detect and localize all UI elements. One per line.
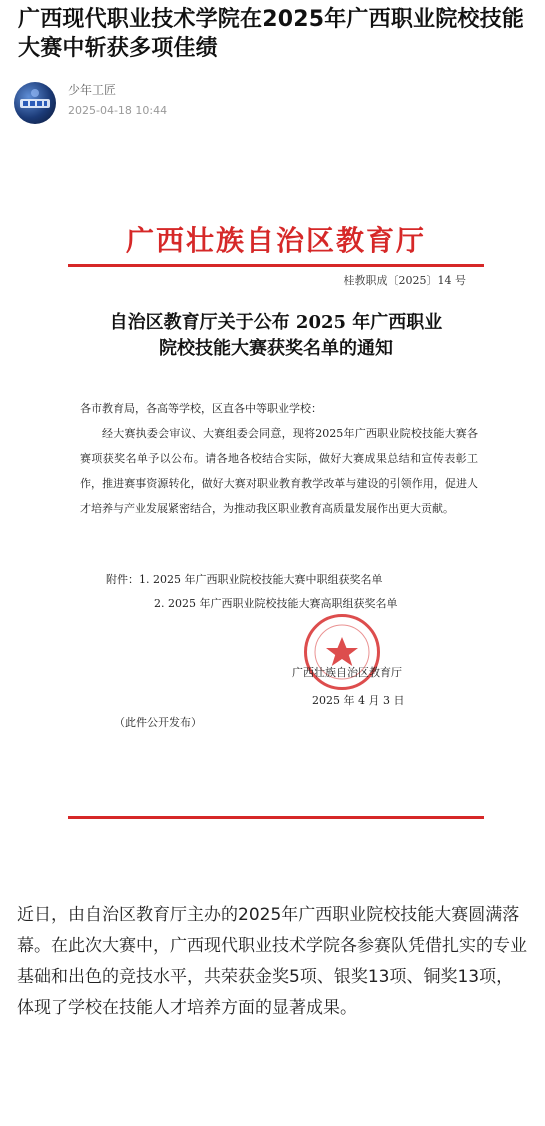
notice-heading-line-2: 院校技能大赛获奖名单的通知 [159,338,393,359]
notice-footnote: （此件公开发布） [114,716,202,729]
page-bottom-spacer [0,1118,545,1126]
notice-sign-organization: 广西壮族自治区教育厅 [292,666,402,679]
notice-doc-number: 桂教职成〔2025〕14 号 [343,274,466,287]
channel-avatar-icon [14,82,56,124]
article-title: 广西现代职业技术学院在2025年广西职业院校技能大赛中斩获多项佳绩 [18,7,525,61]
publish-date: 2025-04-18 10:44 [68,104,168,117]
notice-sign-date: 2025 年 4 月 3 日 [312,694,405,707]
notice-heading [66,310,486,362]
letterhead-divider [68,264,484,267]
author-avatar[interactable] [14,82,56,124]
notice-paragraph: 经大赛执委会审议、大赛组委会同意，现将2025年广西职业院校技能大赛各赛项获奖名单予以公布。请各地各校结合实际，做好大赛成果总结和宣传表彰工作，推进赛事资源转化，做好大赛对职业教育教学改革与建设的引领作用，促进人才培养与产业发展紧密结合，为推动我区职业教育高质量发展作出更大贡献。 [80,427,478,515]
notice-body [80,396,478,521]
notice-attachment-1: 附件：1. 2025 年广西职业院校技能大赛中职组获奖名单 [106,573,383,586]
notice-attachments [106,568,476,616]
notice-image [66,218,486,826]
notice-heading-line-1: 自治区教育厅关于公布 2025 年广西职业 [109,312,443,333]
notice-bottom-divider [68,816,484,819]
notice-attachment-2: 2. 2025 年广西职业院校技能大赛高职组获奖名单 [154,597,398,610]
notice-letterhead: 广西壮族自治区教育厅 [125,224,426,257]
author-row[interactable] [14,82,514,124]
author-name[interactable]: 少年工匠 [68,83,117,97]
notice-salutation: 各市教育局，各高等学校，区直各中等职业学校： [80,402,322,415]
article-body-paragraph: 近日，由自治区教育厅主办的2025年广西职业院校技能大赛圆满落幕。在此次大赛中，广西现代职业技术学院各参赛队凭借扎实的专业基础和出色的竞技水平，共荣获金奖5项、银奖13项、铜奖13项，体现了学校在技能人才培养方面的显著成果。 [17,905,527,1018]
